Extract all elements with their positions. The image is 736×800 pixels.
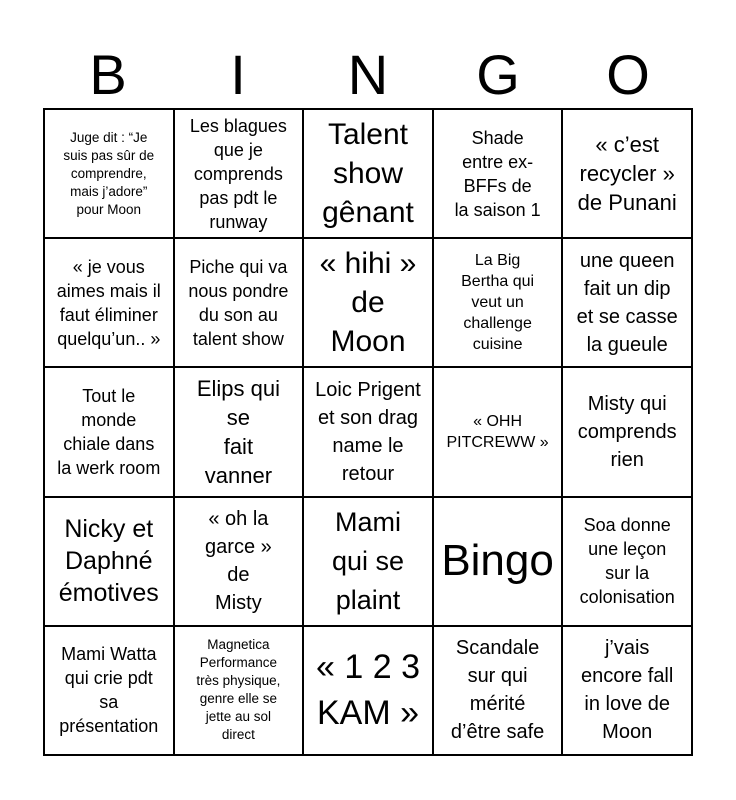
cell-text: « hihi » de Moon (319, 247, 417, 359)
bingo-cell[interactable] (44, 626, 174, 755)
cell-text: « je vous aimes mais il faut éliminer quelqu’un.. » (56, 256, 161, 349)
bingo-cell[interactable] (433, 109, 563, 238)
bingo-cell[interactable] (433, 626, 563, 755)
cell-text: « 1 2 3 KAM » (316, 648, 420, 733)
cell-text: Talent show gênant (322, 118, 414, 230)
cell-text: « OHH PITCREWW » (446, 412, 549, 451)
header-letter-i: I (230, 43, 246, 106)
header-letter-b: B (89, 43, 127, 106)
cell-text: « c’est recycler » de Punani (577, 132, 677, 216)
bingo-cell[interactable] (303, 367, 433, 496)
bingo-cell[interactable] (174, 367, 304, 496)
cell-text: Les blagues que je comprends pas pdt le runway (189, 115, 287, 232)
cell-text: Elips qui se fait vanner (196, 375, 280, 488)
bingo-cell[interactable] (44, 497, 174, 626)
cell-text: Mami Watta qui crie pdt sa présentation (59, 644, 159, 737)
cell-text: Tout le monde chiale dans la werk room (57, 385, 161, 478)
bingo-cell[interactable] (562, 238, 692, 367)
cell-text: Soa donne une leçon sur la colonisation (579, 515, 675, 608)
cell-text: Mami qui se plaint (331, 506, 405, 615)
bingo-cell[interactable] (562, 367, 692, 496)
bingo-cell[interactable] (44, 367, 174, 496)
bingo-cell[interactable] (174, 238, 304, 367)
bingo-cell[interactable] (433, 238, 563, 367)
bingo-cell[interactable] (433, 367, 563, 496)
cell-text: Magnetica Performance très physique, genre elle se jette au sol direct (196, 637, 281, 743)
bingo-cell[interactable] (174, 109, 304, 238)
cell-text: Shade entre ex- BFFs de la saison 1 (454, 127, 541, 220)
bingo-cell[interactable] (174, 497, 304, 626)
cell-text: une queen fait un dip et se casse la gueule (576, 249, 678, 356)
cell-text: Nicky et Daphné émotives (58, 515, 159, 608)
cell-text: La Big Bertha qui veut un challenge cuisine (461, 252, 535, 354)
bingo-cell[interactable] (303, 109, 433, 238)
bingo-cell[interactable] (562, 626, 692, 755)
header-letter-o: O (606, 43, 650, 106)
cell-text: « oh la garce » de Misty (205, 508, 272, 615)
cell-text: Juge dit : “Je suis pas sûr de comprendre, mais j’adore” pour Moon (63, 129, 155, 217)
bingo-cell[interactable] (303, 497, 433, 626)
cell-text: Misty qui comprends rien (577, 392, 677, 471)
bingo-cell[interactable] (44, 238, 174, 367)
header-letter-n: N (347, 43, 389, 106)
bingo-cell[interactable] (303, 626, 433, 755)
bingo-cell[interactable] (303, 238, 433, 367)
header-letter-g: G (476, 43, 520, 106)
bingo-cell[interactable] (562, 497, 692, 626)
cell-text: Piche qui va nous pondre du son au talent show (188, 256, 289, 349)
bingo-cell[interactable] (174, 626, 304, 755)
bingo-cell[interactable] (44, 109, 174, 238)
cell-text: Scandale sur qui mérité d’être safe (450, 637, 545, 744)
bingo-grid (43, 108, 693, 756)
bingo-cell[interactable] (433, 497, 563, 626)
cell-text: Bingo (441, 536, 554, 586)
bingo-header (43, 40, 693, 110)
bingo-cell[interactable] (562, 109, 692, 238)
cell-text: Loic Prigent et son drag name le retour (315, 378, 421, 485)
cell-text: j’vais encore fall in love de Moon (581, 637, 674, 744)
